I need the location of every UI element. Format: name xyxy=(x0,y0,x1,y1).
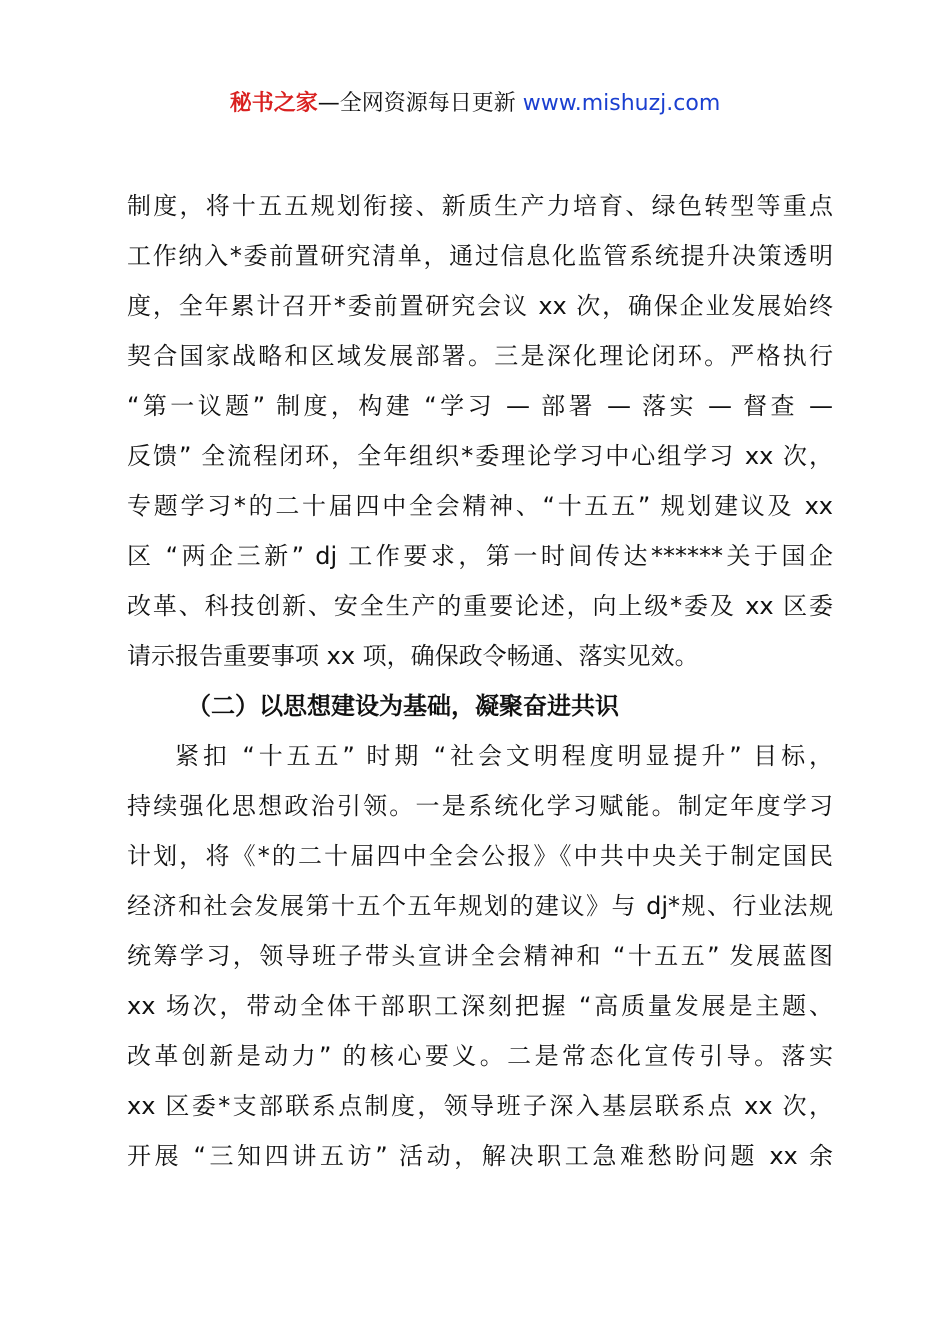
header-tagline: —全网资源每日更新 xyxy=(317,91,523,116)
page-header xyxy=(0,86,950,122)
body-line: 契合国家战略和区域发展部署。三是深化理论闭环。严格执行 xyxy=(127,342,833,370)
body-line: 经济和社会发展第十五个五年规划的建议》与 dj*规、行业法规 xyxy=(127,892,833,920)
body-line: 区 “两企三新” dj 工作要求，第一时间传达******关于国企 xyxy=(127,542,833,570)
section-heading: （二）以思想建设为基础，凝聚奋进共识 xyxy=(187,692,619,720)
body-line: xx 场次，带动全体干部职工深刻把握 “高质量发展是主题、 xyxy=(127,992,833,1020)
body-line: 度，全年累计召开*委前置研究会议 xx 次，确保企业发展始终 xyxy=(127,292,833,320)
body-line: 工作纳入*委前置研究清单，通过信息化监管系统提升决策透明 xyxy=(127,242,833,270)
body-line: 开展 “三知四讲五访” 活动，解决职工急难愁盼问题 xx 余 xyxy=(127,1142,833,1170)
body-line: 改革创新是动力” 的核心要义。二是常态化宣传引导。落实 xyxy=(127,1042,833,1070)
body-text xyxy=(127,181,833,1181)
body-line: xx 区委*支部联系点制度，领导班子深入基层联系点 xx 次， xyxy=(127,1092,833,1120)
body-line: 持续强化思想政治引领。一是系统化学习赋能。制定年度学习 xyxy=(127,792,833,820)
header-brand: 秘书之家 xyxy=(229,91,318,116)
body-line: “第一议题” 制度，构建 “学习 — 部署 — 落实 — 督查 — xyxy=(127,392,833,420)
body-line: 反馈” 全流程闭环，全年组织*委理论学习中心组学习 xx 次， xyxy=(127,442,833,470)
body-line: 紧扣 “十五五” 时期 “社会文明程度明显提升” 目标， xyxy=(175,742,833,770)
body-line: 制度，将十五五规划衔接、新质生产力培育、绿色转型等重点 xyxy=(127,192,833,220)
body-line: 改革、科技创新、安全生产的重要论述，向上级*委及 xx 区委 xyxy=(127,592,833,620)
body-line: 专题学习*的二十届四中全会精神、“十五五” 规划建议及 xx xyxy=(127,492,833,520)
body-line: 计划，将《*的二十届四中全会公报》《中共中央关于制定国民 xyxy=(127,842,833,870)
body-line: 统筹学习，领导班子带头宣讲全会精神和 “十五五” 发展蓝图 xyxy=(127,942,833,970)
body-line: 请示报告重要事项 xx 项，确保政令畅通、落实见效。 xyxy=(127,642,699,670)
header-url-link[interactable]: www.mishuzj.com xyxy=(522,91,721,116)
